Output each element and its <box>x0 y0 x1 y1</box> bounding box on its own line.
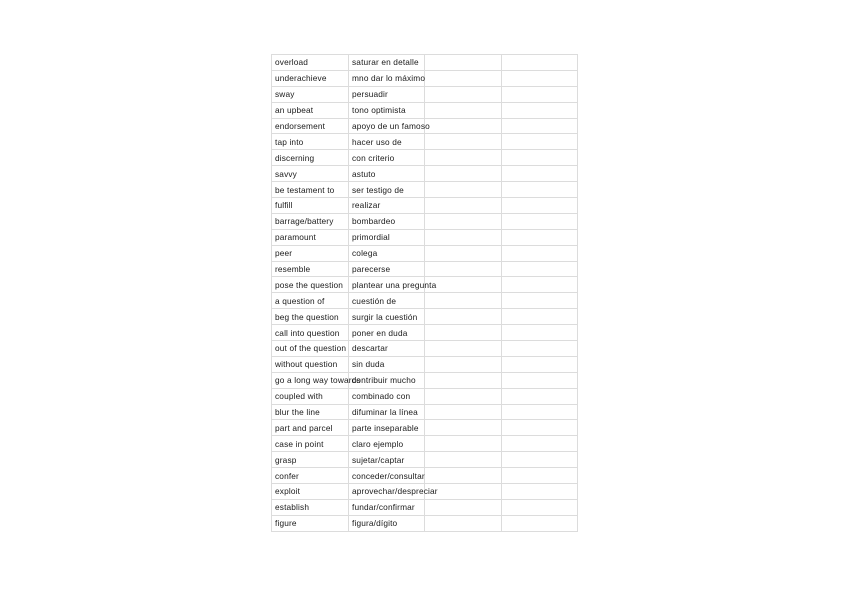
empty-cell[interactable] <box>502 325 578 341</box>
empty-cell[interactable] <box>502 277 578 293</box>
empty-cell[interactable] <box>425 213 502 229</box>
table-row <box>272 150 578 166</box>
table-row <box>272 372 578 388</box>
spanish-translation-cell[interactable]: colega <box>349 245 425 261</box>
empty-cell[interactable] <box>502 166 578 182</box>
empty-cell[interactable] <box>425 499 502 515</box>
table-row <box>272 198 578 214</box>
empty-cell[interactable] <box>425 102 502 118</box>
empty-cell[interactable] <box>502 229 578 245</box>
empty-cell[interactable] <box>502 309 578 325</box>
english-term-cell[interactable]: exploit <box>272 484 349 500</box>
spanish-translation-cell[interactable]: parte inseparable <box>349 420 425 436</box>
empty-cell[interactable] <box>425 198 502 214</box>
empty-cell[interactable] <box>502 404 578 420</box>
empty-cell[interactable] <box>502 341 578 357</box>
table-row <box>272 388 578 404</box>
spanish-translation-cell[interactable]: plantear una pregunta <box>349 277 425 293</box>
empty-cell[interactable] <box>425 468 502 484</box>
empty-cell[interactable] <box>502 436 578 452</box>
table-row <box>272 468 578 484</box>
empty-cell[interactable] <box>425 420 502 436</box>
table-row <box>272 341 578 357</box>
empty-cell[interactable] <box>502 55 578 71</box>
empty-cell[interactable] <box>425 293 502 309</box>
empty-cell[interactable] <box>502 356 578 372</box>
english-term-cell[interactable]: beg the question <box>272 309 349 325</box>
spanish-translation-cell[interactable]: astuto <box>349 166 425 182</box>
table-row <box>272 309 578 325</box>
table-row <box>272 356 578 372</box>
empty-cell[interactable] <box>502 293 578 309</box>
empty-cell[interactable] <box>425 245 502 261</box>
empty-cell[interactable] <box>502 388 578 404</box>
empty-cell[interactable] <box>502 86 578 102</box>
english-term-cell[interactable]: peer <box>272 245 349 261</box>
spanish-translation-cell[interactable]: surgir la cuestión <box>349 309 425 325</box>
empty-cell[interactable] <box>502 245 578 261</box>
spanish-translation-cell[interactable]: realizar <box>349 198 425 214</box>
glossary-table <box>271 54 578 532</box>
spanish-translation-cell[interactable]: parecerse <box>349 261 425 277</box>
empty-cell[interactable] <box>502 134 578 150</box>
empty-cell[interactable] <box>502 515 578 531</box>
spanish-translation-cell[interactable]: descartar <box>349 341 425 357</box>
empty-cell[interactable] <box>502 70 578 86</box>
english-term-cell[interactable]: an upbeat <box>272 102 349 118</box>
empty-cell[interactable] <box>425 404 502 420</box>
empty-cell[interactable] <box>425 55 502 71</box>
table-row <box>272 484 578 500</box>
english-term-cell[interactable]: grasp <box>272 452 349 468</box>
spanish-translation-cell[interactable]: sujetar/captar <box>349 452 425 468</box>
empty-cell[interactable] <box>502 452 578 468</box>
english-term-cell[interactable]: paramount <box>272 229 349 245</box>
english-term-cell[interactable]: endorsement <box>272 118 349 134</box>
english-term-cell[interactable]: go a long way towards <box>272 372 349 388</box>
spanish-translation-cell[interactable]: cuestión de <box>349 293 425 309</box>
empty-cell[interactable] <box>425 229 502 245</box>
empty-cell[interactable] <box>425 118 502 134</box>
english-term-cell[interactable]: establish <box>272 499 349 515</box>
table-row <box>272 452 578 468</box>
spanish-translation-cell[interactable]: saturar en detalle <box>349 55 425 71</box>
empty-cell[interactable] <box>425 261 502 277</box>
english-term-cell[interactable]: out of the question <box>272 341 349 357</box>
spanish-translation-cell[interactable]: primordial <box>349 229 425 245</box>
empty-cell[interactable] <box>425 356 502 372</box>
empty-cell[interactable] <box>425 150 502 166</box>
spanish-translation-cell[interactable]: ser testigo de <box>349 182 425 198</box>
empty-cell[interactable] <box>425 86 502 102</box>
empty-cell[interactable] <box>425 134 502 150</box>
table-row <box>272 515 578 531</box>
spanish-translation-cell[interactable]: figura/dígito <box>349 515 425 531</box>
empty-cell[interactable] <box>502 213 578 229</box>
empty-cell[interactable] <box>502 182 578 198</box>
english-term-cell[interactable]: confer <box>272 468 349 484</box>
spanish-translation-cell[interactable]: apoyo de un famoso <box>349 118 425 134</box>
table-row <box>272 404 578 420</box>
empty-cell[interactable] <box>425 70 502 86</box>
glossary-table-body <box>272 55 578 532</box>
table-row <box>272 70 578 86</box>
english-term-cell[interactable]: overload <box>272 55 349 71</box>
spreadsheet-page <box>271 54 577 532</box>
english-term-cell[interactable]: be testament to <box>272 182 349 198</box>
table-row <box>272 293 578 309</box>
table-row <box>272 261 578 277</box>
spanish-translation-cell[interactable]: difuminar la línea <box>349 404 425 420</box>
empty-cell[interactable] <box>425 372 502 388</box>
english-term-cell[interactable]: savvy <box>272 166 349 182</box>
spanish-translation-cell[interactable]: hacer uso de <box>349 134 425 150</box>
empty-cell[interactable] <box>502 420 578 436</box>
table-row <box>272 229 578 245</box>
table-row <box>272 436 578 452</box>
english-term-cell[interactable]: without question <box>272 356 349 372</box>
table-row <box>272 277 578 293</box>
empty-cell[interactable] <box>425 325 502 341</box>
table-row <box>272 245 578 261</box>
empty-cell[interactable] <box>502 372 578 388</box>
spanish-translation-cell[interactable]: conceder/consultar <box>349 468 425 484</box>
english-term-cell[interactable]: call into question <box>272 325 349 341</box>
english-term-cell[interactable]: part and parcel <box>272 420 349 436</box>
table-row <box>272 213 578 229</box>
spanish-translation-cell[interactable]: claro ejemplo <box>349 436 425 452</box>
spanish-translation-cell[interactable]: mno dar lo máximo <box>349 70 425 86</box>
empty-cell[interactable] <box>425 515 502 531</box>
spanish-translation-cell[interactable]: sin duda <box>349 356 425 372</box>
spanish-translation-cell[interactable]: contribuir mucho <box>349 372 425 388</box>
table-row <box>272 420 578 436</box>
english-term-cell[interactable]: figure <box>272 515 349 531</box>
english-term-cell[interactable]: resemble <box>272 261 349 277</box>
spanish-translation-cell[interactable]: con criterio <box>349 150 425 166</box>
table-row <box>272 55 578 71</box>
english-term-cell[interactable]: coupled with <box>272 388 349 404</box>
empty-cell[interactable] <box>425 182 502 198</box>
empty-cell[interactable] <box>425 277 502 293</box>
english-term-cell[interactable]: a question of <box>272 293 349 309</box>
spanish-translation-cell[interactable]: aprovechar/despreciar <box>349 484 425 500</box>
english-term-cell[interactable]: case in point <box>272 436 349 452</box>
empty-cell[interactable] <box>502 150 578 166</box>
empty-cell[interactable] <box>425 388 502 404</box>
english-term-cell[interactable]: underachieve <box>272 70 349 86</box>
spanish-translation-cell[interactable]: combinado con <box>349 388 425 404</box>
english-term-cell[interactable]: pose the question <box>272 277 349 293</box>
empty-cell[interactable] <box>502 102 578 118</box>
table-row <box>272 325 578 341</box>
spanish-translation-cell[interactable]: fundar/confirmar <box>349 499 425 515</box>
english-term-cell[interactable]: sway <box>272 86 349 102</box>
empty-cell[interactable] <box>425 341 502 357</box>
empty-cell[interactable] <box>425 309 502 325</box>
table-row <box>272 102 578 118</box>
spanish-translation-cell[interactable]: poner en duda <box>349 325 425 341</box>
table-row <box>272 134 578 150</box>
empty-cell[interactable] <box>502 499 578 515</box>
empty-cell[interactable] <box>425 436 502 452</box>
table-row <box>272 118 578 134</box>
empty-cell[interactable] <box>502 468 578 484</box>
english-term-cell[interactable]: barrage/battery <box>272 213 349 229</box>
empty-cell[interactable] <box>425 452 502 468</box>
english-term-cell[interactable]: blur the line <box>272 404 349 420</box>
table-row <box>272 86 578 102</box>
english-term-cell[interactable]: discerning <box>272 150 349 166</box>
empty-cell[interactable] <box>502 484 578 500</box>
table-row <box>272 182 578 198</box>
spanish-translation-cell[interactable]: tono optimista <box>349 102 425 118</box>
empty-cell[interactable] <box>502 198 578 214</box>
table-row <box>272 166 578 182</box>
spanish-translation-cell[interactable]: persuadir <box>349 86 425 102</box>
empty-cell[interactable] <box>425 166 502 182</box>
table-row <box>272 499 578 515</box>
english-term-cell[interactable]: tap into <box>272 134 349 150</box>
english-term-cell[interactable]: fulfill <box>272 198 349 214</box>
spanish-translation-cell[interactable]: bombardeo <box>349 213 425 229</box>
empty-cell[interactable] <box>502 261 578 277</box>
empty-cell[interactable] <box>502 118 578 134</box>
